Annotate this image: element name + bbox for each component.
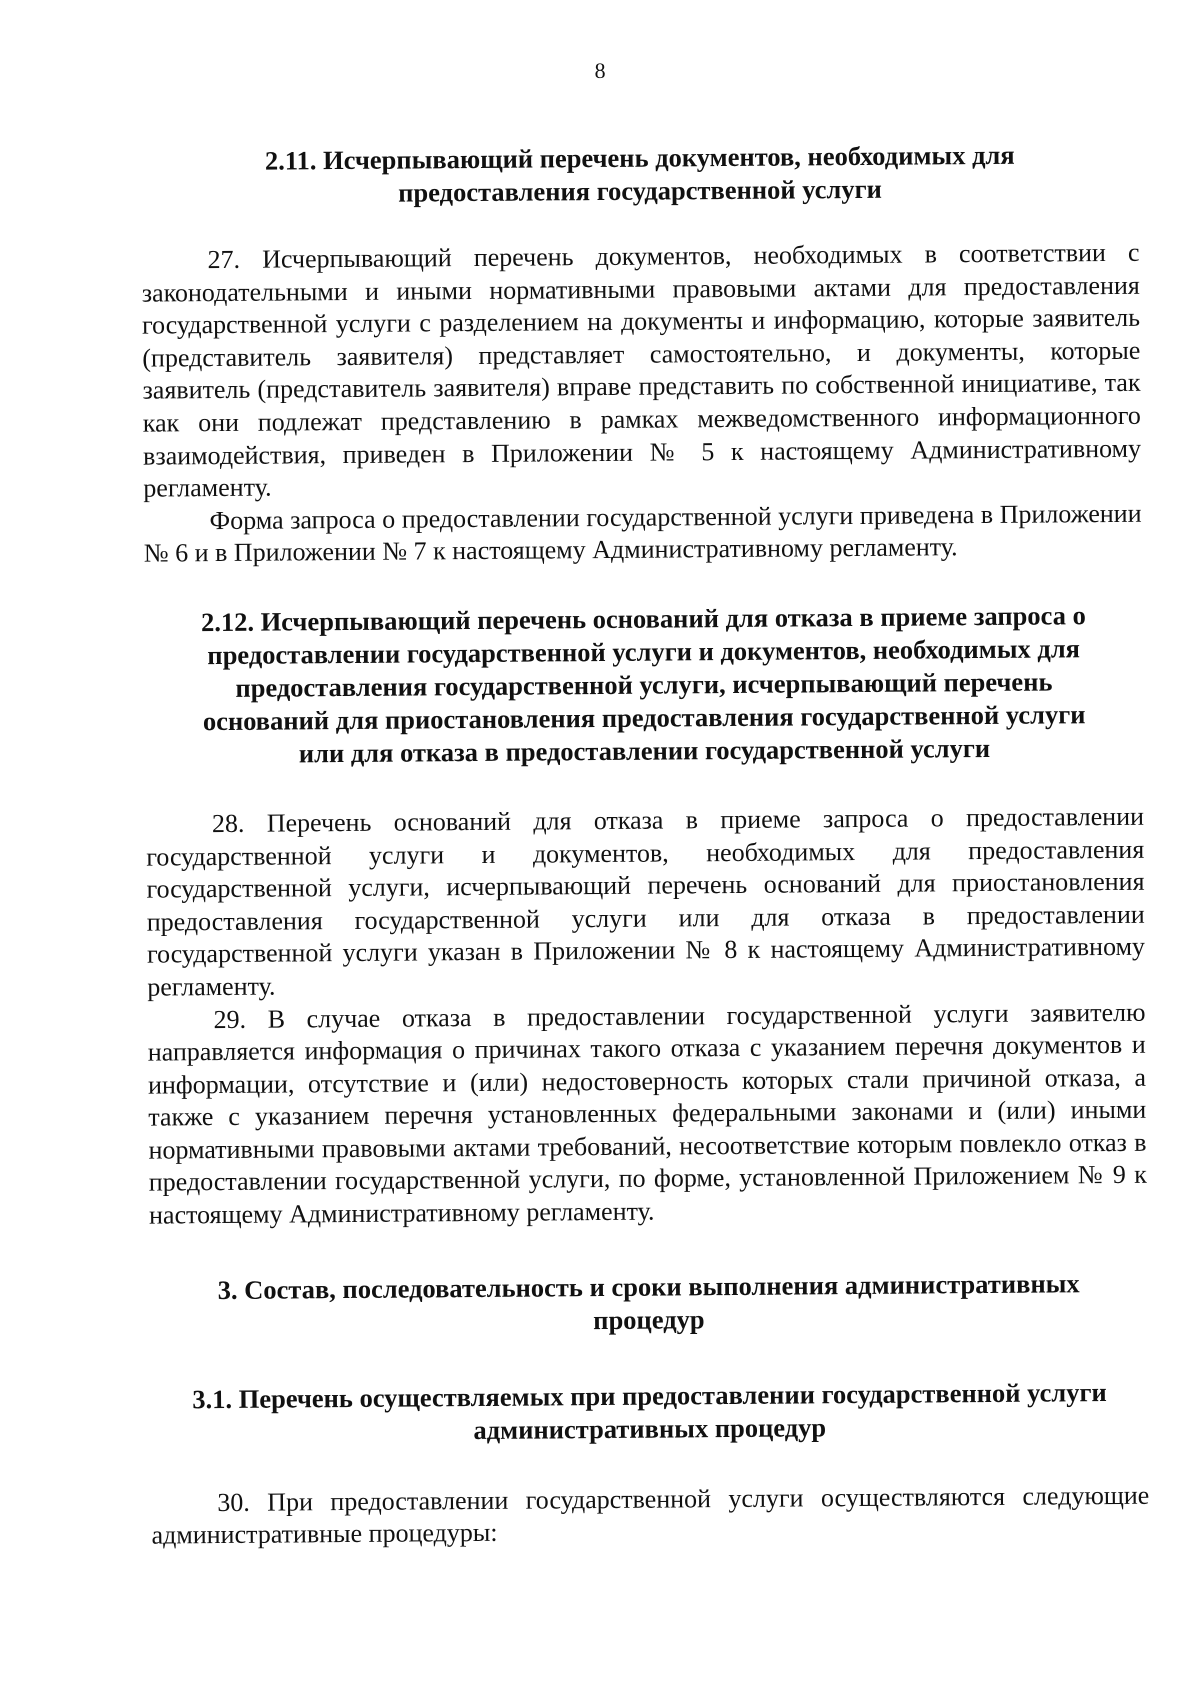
heading-line: административных процедур [473, 1411, 827, 1445]
heading-line: 2.11. Исчерпывающий перечень документов, необходимых для [264, 139, 1015, 176]
heading-line: оснований для приостановления предоставления государственной услуги [202, 699, 1086, 737]
heading-line: предоставлении государственной услуги и документов, необходимых для [207, 633, 1081, 671]
section-heading-3 [150, 1266, 1148, 1340]
heading-line: или для отказа в предоставлении государственной услуги [298, 732, 991, 769]
heading-line: предоставления государственной услуги, исчерпывающий перечень [235, 666, 1053, 703]
paragraph-27: 27. Исчерпывающий перечень документов, необходимых в соответствии с законодательными и иными нормативными правовыми актами для предоставления государственной услуги с разделением на документы и информацию, которые заявитель (представитель заявителя) представляет самостоятельно, и документы, которые заявитель (представитель заявителя) вправе представить по собственной инициативе, так как они подлежат представлению в рамках межведомственного информационного взаимодействия, приведен в Приложении № 5 к настоящему Административному регламенту. [141, 237, 1142, 503]
paragraph-29: 29. В случае отказа в предоставлении государственной услуги заявителю направляется информация о причинах такого отказа с указанием перечня документов и информации, отсутствие и (или) недостоверность которых стали причиной отказа, а также с указанием перечня установленных федеральными законами и (или) иными нормативными правовыми актами требований, несоответствие которым повлекло отказ в предоставлении государственной услуги, по форме, установленной Приложением № 9 к настоящему Административному регламенту. [147, 997, 1147, 1230]
paragraph-30: 30. При предоставлении государственной услуги осуществляются следующие административные процедуры: [151, 1480, 1150, 1550]
page-number: 8 [594, 57, 606, 84]
document-body [141, 138, 1150, 1553]
section-heading-2-12 [144, 599, 1143, 772]
paragraph-28: 28. Перечень оснований для отказа в приеме запроса о предоставлении государственной услуги и документов, необходимых для предоставления государственной услуги, исчерпывающий перечень оснований для приостановления предоставления государственной услуги или для отказа в предоставлении государственной услуги указан в Приложении № 8 к настоящему Административному регламенту. [146, 801, 1146, 1002]
heading-line: 3.1. Перечень осуществляемых при предоставлении государственной услуги [192, 1376, 1107, 1414]
heading-line: 3. Состав, последовательность и сроки выполнения административных [217, 1267, 1080, 1305]
heading-line: 2.12. Исчерпывающий перечень оснований для отказа в приеме запроса о [200, 600, 1086, 638]
heading-line: процедур [593, 1303, 705, 1335]
section-heading-3-1 [150, 1375, 1148, 1449]
section-heading-2-11 [141, 138, 1139, 212]
heading-line: предоставления государственной услуги [398, 173, 882, 208]
paragraph-27-form: Форма запроса о предоставлении государственной услуги приведена в Приложении № 6 и в Приложении № 7 к настоящему Административному регламенту. [143, 498, 1142, 568]
